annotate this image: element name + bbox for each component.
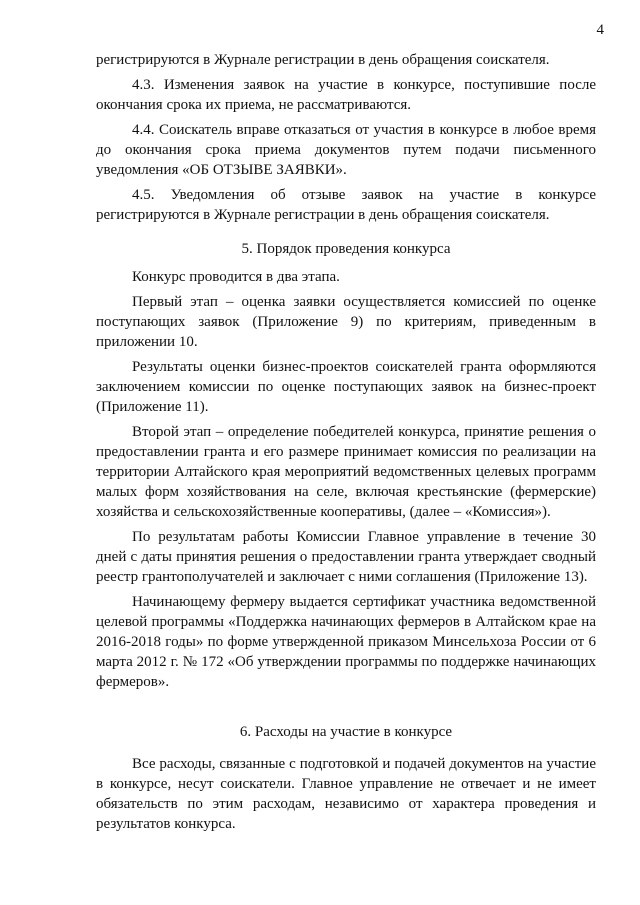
paragraph-5-6: Начинающему фермеру выдается сертификат участника ведомственной целевой программы «Поддержка начинающих фермеров в Алтайском крае на 2016-2018 годы» по форме утвержденной приказом Минсельхоза России от 6 марта 2012 г. № 172 «Об утверждении программы по поддержке начинающих фермеров». [96,594,596,690]
section-5-heading: 5. Порядок проведения конкурса [241,241,451,257]
paragraph-4-3: 4.3. Изменения заявок на участие в конкурсе, поступившие после окончания срока их приема, не рассматриваются. [96,77,596,113]
paragraph-4-continuation: регистрируются в Журнале регистрации в день обращения соискателя. [96,52,550,68]
page-number: 4 [596,22,604,38]
paragraph-5-5: По результатам работы Комиссии Главное управление в течение 30 дней с даты принятия решения о предоставлении гранта утверждает сводный реестр грантополучателей и заключает с ними соглашения (Приложение 13). [96,529,596,585]
paragraph-4-5: 4.5. Уведомления об отзыве заявок на участие в конкурсе регистрируются в Журнале регистрации в день обращения соискателя. [96,187,596,223]
paragraph-4-4: 4.4. Соискатель вправе отказаться от участия в конкурсе в любое время до окончания срока приема документов путем подачи письменного уведомления «ОБ ОТЗЫВЕ ЗАЯВКИ». [96,122,596,178]
paragraph-5-2: Первый этап – оценка заявки осуществляется комиссией по оценке поступающих заявок (Приложение 9) по критериям, приведенным в приложении 10. [96,294,596,350]
paragraph-5-1: Конкурс проводится в два этапа. [132,269,340,285]
document-body [96,50,596,839]
section-6-heading: 6. Расходы на участие в конкурсе [239,724,453,740]
paragraph-5-3: Результаты оценки бизнес-проектов соискателей гранта оформляются заключением комиссии по оценке поступающих заявок на бизнес-проект (Приложение 11). [96,359,596,415]
paragraph-6-1: Все расходы, связанные с подготовкой и подачей документов на участие в конкурсе, несут соискатели. Главное управление не отвечает и не имеет обязательств по этим расходам, независимо от характера проведения и результатов конкурса. [96,756,596,832]
paragraph-5-4: Второй этап – определение победителей конкурса, принятие решения о предоставлении гранта и его размере принимает комиссия по реализации на территории Алтайского края мероприятий ведомственных целевых программ малых форм хозяйствования на селе, включая крестьянские (фермерские) хозяйства и сельскохозяйственные кооперативы, (далее – «Комиссия»). [96,424,596,520]
